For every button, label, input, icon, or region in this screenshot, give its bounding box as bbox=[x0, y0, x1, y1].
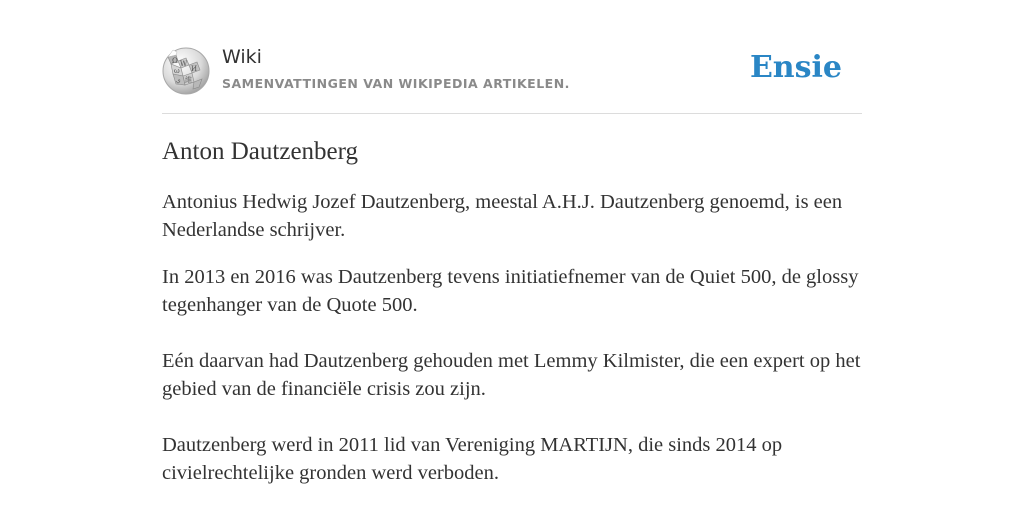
site-title[interactable]: Wiki bbox=[222, 46, 262, 68]
svg-text:Ω: Ω bbox=[172, 57, 178, 65]
svg-text:維: 維 bbox=[185, 76, 192, 84]
article-paragraph: Antonius Hedwig Jozef Dautzenberg, meestal A.H.J. Dautzenberg genoemd, is een Nederlandse schrijver. bbox=[162, 191, 843, 241]
site-header bbox=[162, 44, 862, 114]
site-tagline: SAMENVATTINGEN VAN WIKIPEDIA ARTIKELEN. bbox=[222, 76, 570, 91]
article-content bbox=[162, 136, 862, 487]
svg-text:ي: ي bbox=[176, 77, 181, 84]
article-title: Anton Dautzenberg bbox=[162, 138, 359, 165]
svg-text:ω: ω bbox=[174, 67, 180, 75]
svg-text:W: W bbox=[180, 60, 188, 68]
article-paragraph: In 2013 en 2016 was Dautzenberg tevens initiatiefnemer van de Quiet 500, de glossy tegenhanger van de Quote 500. bbox=[162, 266, 859, 316]
svg-text:И: И bbox=[191, 65, 198, 73]
article-paragraph: Dautzenberg werd in 2011 lid van Vereniging MARTIJN, die sinds 2014 op civielrechtelijke gronden werd verboden. bbox=[162, 434, 783, 484]
ensie-brand-link[interactable]: Ensie bbox=[749, 50, 842, 85]
wikipedia-globe-icon[interactable] bbox=[162, 47, 210, 95]
article-paragraph: Eén daarvan had Dautzenberg gehouden met Lemmy Kilmister, die een expert op het gebied van de financiële crisis zou zijn. bbox=[162, 350, 861, 400]
